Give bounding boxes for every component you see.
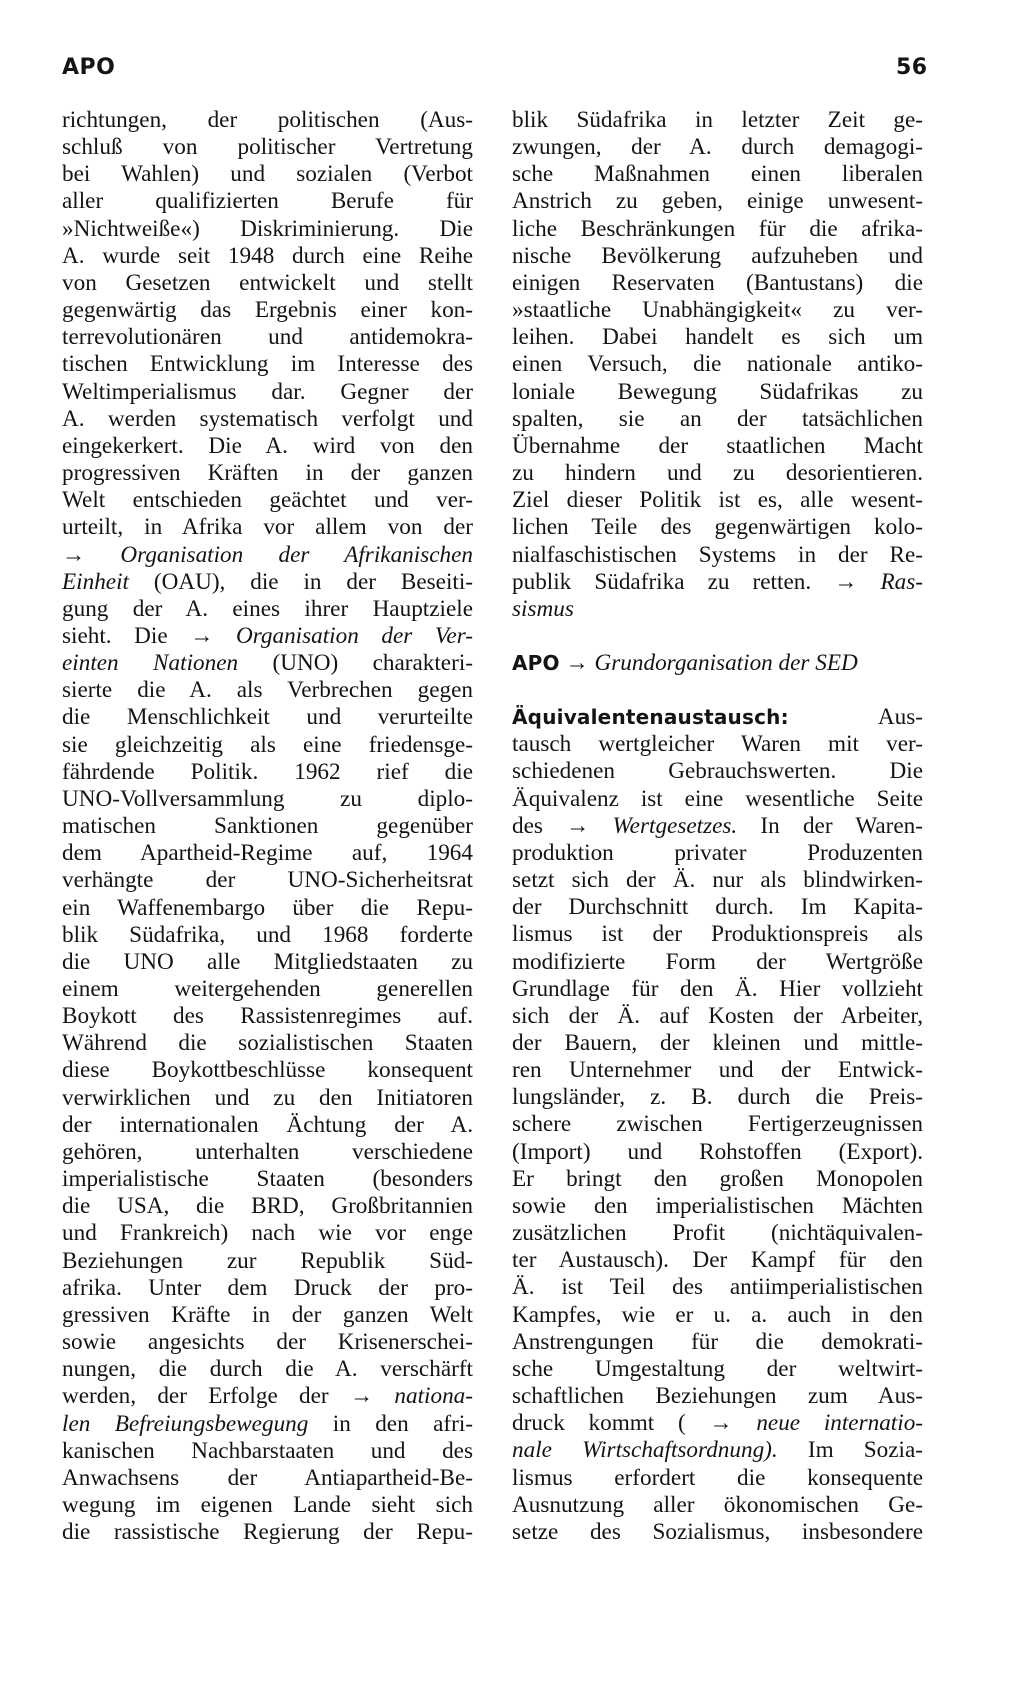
text-line: die UNO alle Mitgliedstaaten zu xyxy=(62,948,473,975)
text-line: Anwachsens der Antiapartheid-Be- xyxy=(62,1464,473,1491)
aequivalentenaustausch-entry-body xyxy=(512,731,923,1546)
text-line: schiedenen Gebrauchswerten. Die xyxy=(512,758,923,785)
text-line: aller qualifizierten Berufe für xyxy=(62,188,473,215)
text-line: → Organisation der Afrikanischen xyxy=(62,541,473,568)
text-line: A. werden systematisch verfolgt und xyxy=(62,405,473,432)
text-line: sich der Ä. auf Kosten der Arbeiter, xyxy=(512,1002,923,1029)
text-line: sowie angesichts der Krisenerschei- xyxy=(62,1329,473,1356)
text-line: sismus xyxy=(512,595,574,622)
text-line: Äquivalenz ist eine wesentliche Seite xyxy=(512,785,923,812)
text-line: einen Versuch, die nationale antiko- xyxy=(512,351,923,378)
entry-gap xyxy=(512,677,923,704)
text-line: sche Umgestaltung der weltwirt- xyxy=(512,1355,923,1382)
text-line: ren Unternehmer und der Entwick- xyxy=(512,1057,923,1084)
text-line: zusätzlichen Profit (nichtäquivalen- xyxy=(512,1220,923,1247)
text-line: loniale Bewegung Südafrikas zu xyxy=(512,378,923,405)
text-line: tischen Entwicklung im Interesse des xyxy=(62,351,473,378)
text-line: Anstrengungen für die demokrati- xyxy=(512,1328,923,1355)
text-line: blik Südafrika in letzter Zeit ge- xyxy=(512,107,923,133)
text-line: nische Bevölkerung aufzuheben und xyxy=(512,242,923,269)
text-line: die USA, die BRD, Großbritannien xyxy=(62,1193,473,1220)
text-line: der Bauern, der kleinen und mittle- xyxy=(512,1030,923,1056)
text-line: gegenwärtig das Ergebnis einer kon- xyxy=(62,297,473,324)
text-line: bei Wahlen) und sozialen (Verbot xyxy=(62,161,473,188)
text-line: liche Beschränkungen für die afrika- xyxy=(512,215,923,242)
text-line: Übernahme der staatlichen Macht xyxy=(512,432,923,459)
text-line: nialfaschistischen Systems in der Re- xyxy=(512,541,923,568)
text-line: die rassistische Regierung der Repu- xyxy=(62,1519,473,1546)
apartheid-entry-continuation xyxy=(512,107,923,596)
cross-reference-link[interactable]: Wertgesetzes. xyxy=(612,812,738,839)
text-line: spalten, sie an der tatsächlichen xyxy=(512,405,923,432)
text-line: »staatliche Unabhängigkeit« zu ver- xyxy=(512,297,923,324)
text-line: blik Südafrika, und 1968 forderte xyxy=(62,921,473,948)
text-line: sowie den imperialistischen Mächten xyxy=(512,1192,923,1219)
text-line: Er bringt den großen Monopolen xyxy=(512,1165,923,1192)
text-line: diese Boykottbeschlüsse konsequent xyxy=(62,1057,473,1084)
text-line: len Befreiungsbewegung in den afri- xyxy=(62,1410,473,1437)
text-line: Während die sozialistischen Staaten xyxy=(62,1030,473,1057)
text-line: Ä. ist Teil des antiimperialistischen xyxy=(512,1274,923,1301)
entry-term: Äquivalentenaustausch: xyxy=(512,705,789,730)
text-line: Ziel dieser Politik ist es, alle wesent- xyxy=(512,487,923,514)
text-line: wegung im eigenen Lande sieht sich xyxy=(62,1491,473,1518)
text-line: setzt sich der Ä. nur als blindwirken- xyxy=(512,867,923,894)
text-line: die Menschlichkeit und verurteilte xyxy=(62,704,473,731)
text-line: progressiven Kräften in der ganzen xyxy=(62,460,473,487)
text-line: sierte die A. als Verbrechen gegen xyxy=(62,677,473,704)
cross-reference-link[interactable]: len Befreiungsbewegung xyxy=(62,1410,309,1437)
text-line: von Gesetzen entwickelt und stellt xyxy=(62,269,473,296)
text-line: lungsländer, z. B. durch die Preis- xyxy=(512,1084,923,1111)
text-line: fährdende Politik. 1962 rief die xyxy=(62,758,473,785)
text-line: druck kommt ( → neue internatio- xyxy=(512,1410,924,1437)
page-number: 56 xyxy=(896,55,928,80)
text-line: modifizierte Form der Wertgröße xyxy=(512,948,923,975)
text-line: einigen Reservaten (Bantustans) die xyxy=(512,269,923,296)
cross-reference-link[interactable]: Organisation der Ver- xyxy=(235,622,473,649)
text-line: kanischen Nachbarstaaten und des xyxy=(62,1437,473,1464)
text-line: zu hindern und zu desorientieren. xyxy=(512,460,923,487)
cross-reference-link[interactable]: Organisation der Afrikanischen xyxy=(120,541,473,568)
text-line: verwirklichen und zu den Initiatoren xyxy=(62,1084,473,1111)
running-head: APO xyxy=(62,55,116,80)
text-line: leihen. Dabei handelt es sich um xyxy=(512,324,923,351)
cross-reference-link[interactable]: Ras- xyxy=(880,568,923,595)
text-line: gehören, unterhalten verschiedene xyxy=(62,1138,473,1165)
text-line: sieht. Die → Organisation der Ver- xyxy=(62,622,473,649)
text-line: der Durchschnitt durch. Im Kapita- xyxy=(512,894,923,921)
cross-reference-link[interactable]: nationa- xyxy=(394,1383,473,1410)
left-column xyxy=(62,107,473,1546)
text-line: einem weitergehenden generellen xyxy=(62,976,473,1002)
cross-reference-link[interactable]: Grundorganisation der SED xyxy=(594,649,858,676)
cross-reference-link[interactable]: nale Wirtschaftsordnung). xyxy=(512,1437,778,1464)
text-line: ter Austausch). Der Kampf für den xyxy=(512,1247,923,1274)
text-line: sche Maßnahmen einen liberalen xyxy=(512,161,923,188)
text-line: des → Wertgesetzes. In der Waren- xyxy=(512,812,923,839)
text-line: tausch wertgleicher Waren mit ver- xyxy=(512,731,923,758)
text-line: Einheit (OAU), die in der Beseiti- xyxy=(62,568,473,595)
text-line: produktion privater Produzenten xyxy=(512,839,923,866)
text-line: afrika. Unter dem Druck der pro- xyxy=(62,1274,473,1301)
text-line: verhängte der UNO-Sicherheitsrat xyxy=(62,867,473,894)
text-line: lichen Teile des gegenwärtigen kolo- xyxy=(512,514,923,541)
cross-reference-link[interactable]: einten Nationen xyxy=(62,650,239,677)
text-line: nale Wirtschaftsordnung). Im Sozia- xyxy=(512,1437,923,1464)
cross-reference-link[interactable]: Einheit xyxy=(62,568,129,595)
text-line: gung der A. eines ihrer Hauptziele xyxy=(62,595,473,622)
text-line: und Frankreich) nach wie vor enge xyxy=(62,1220,473,1247)
text-line: publik Südafrika zu retten. → Ras- xyxy=(512,568,923,595)
text-line: UNO-Vollversammlung zu diplo- xyxy=(62,785,473,812)
text-line: Kampfes, wie er u. a. auch in den xyxy=(512,1301,923,1328)
text-line: urteilt, in Afrika vor allem von der xyxy=(62,514,473,541)
text-line: Welt entschieden geächtet und ver- xyxy=(62,487,473,514)
text-line: Beziehungen zur Republik Süd- xyxy=(62,1247,473,1274)
text-line: matischen Sanktionen gegenüber xyxy=(62,813,473,840)
right-column xyxy=(512,107,923,1546)
text-line: dem Apartheid-Regime auf, 1964 xyxy=(62,840,473,867)
text-line: ein Waffenembargo über die Repu- xyxy=(62,894,473,921)
text-line: schaftlichen Beziehungen zum Aus- xyxy=(512,1383,923,1410)
text-line: Boykott des Rassistenregimes auf. xyxy=(62,1003,473,1030)
entry-gap xyxy=(512,623,923,650)
text-line: der internationalen Ächtung der A. xyxy=(62,1111,473,1138)
text-line: terrevolutionären und antidemokra- xyxy=(62,324,473,351)
text-line: einten Nationen (UNO) charakteri- xyxy=(62,650,473,677)
text-line: richtungen, der politischen (Aus- xyxy=(62,107,473,133)
entry-term: APO xyxy=(512,650,560,675)
text-line: lismus erfordert die konsequente xyxy=(512,1464,923,1491)
text-line: nungen, die durch die A. verschärft xyxy=(62,1356,473,1383)
entry-apo: APO → Grundorganisation der SED xyxy=(512,649,858,676)
text-line: lismus ist der Produktionspreis als xyxy=(512,921,923,948)
cross-reference-link[interactable]: neue internatio- xyxy=(756,1410,924,1437)
text-line: Anstrich zu geben, einige unwesent- xyxy=(512,188,923,215)
text-line: Weltimperialismus dar. Gegner der xyxy=(62,378,473,405)
text-line: gressiven Kräfte in der ganzen Welt xyxy=(62,1301,473,1328)
text-line: werden, der Erfolge der → nationa- xyxy=(62,1383,473,1410)
text-line: (Import) und Rohstoffen (Export). xyxy=(512,1138,923,1165)
text-line: sie gleichzeitig als eine friedensge- xyxy=(62,731,473,758)
text-line: setze des Sozialismus, insbesondere xyxy=(512,1518,923,1545)
text-line: schere zwischen Fertigerzeugnissen xyxy=(512,1111,923,1138)
text-line: imperialistische Staaten (besonders xyxy=(62,1166,473,1193)
text-line: schluß von politischer Vertretung xyxy=(62,134,473,161)
text-line: zwungen, der A. durch demagogi- xyxy=(512,134,923,161)
entry-aequivalentenaustausch-head: Äquivalentenaustausch: Aus- xyxy=(512,704,923,731)
text-line: »Nichtweiße«) Diskriminierung. Die xyxy=(62,215,473,242)
text-line: Ausnutzung aller ökonomischen Ge- xyxy=(512,1491,923,1518)
text-line: A. wurde seit 1948 durch eine Reihe xyxy=(62,242,473,269)
text-line: Grundlage für den Ä. Hier vollzieht xyxy=(512,975,923,1002)
text-line: eingekerkert. Die A. wird von den xyxy=(62,432,473,459)
